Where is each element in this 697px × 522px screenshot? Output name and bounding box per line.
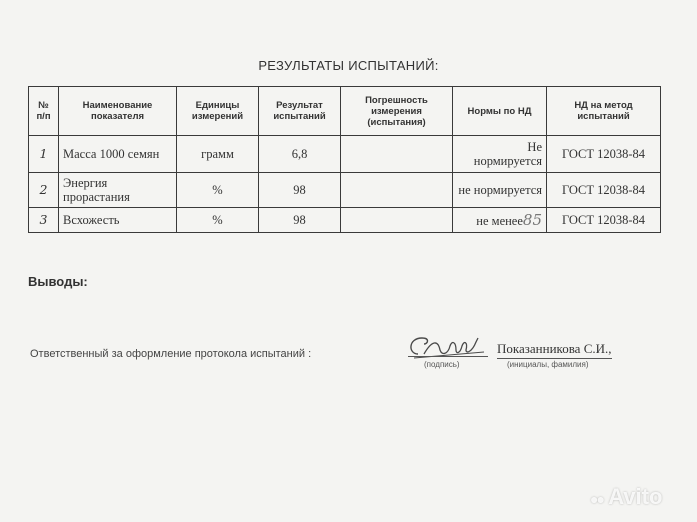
row-norm [453,208,547,233]
row-name: Всхожесть [59,208,177,233]
responsible-label: Ответственный за оформление протокола испытаний : [30,348,312,360]
row-unit: % [177,173,259,208]
row-num: 3 [29,208,59,233]
row-result: 98 [259,208,341,233]
document-title: РЕЗУЛЬТАТЫ ИСПЫТАНИЙ: [258,58,439,73]
row-method: ГОСТ 12038-84 [547,136,661,173]
row-unit: % [177,208,259,233]
row-norm: Не нормируется [453,136,547,173]
results-table [28,86,661,233]
row-num: 1 [29,136,59,173]
conclusions-label: Выводы: [28,274,88,289]
watermark-text: Avito [608,484,663,509]
row-result: 98 [259,173,341,208]
avito-watermark [590,484,662,510]
header-result: Результат испытаний [259,87,341,136]
row-name: Масса 1000 семян [59,136,177,173]
row-norm: не нормируется [453,173,547,208]
row-error [341,208,453,233]
header-num: № п/п [29,87,59,136]
row-norm-handwritten: 85 [522,210,542,229]
row-unit: грамм [177,136,259,173]
table-row [29,173,661,208]
table-header-row [29,87,661,136]
avito-dots-icon: ●● [590,491,603,507]
signature-caption: (подпись) [424,360,460,369]
table-row [29,136,661,173]
header-unit: Единицы измерений [177,87,259,136]
name-caption: (инициалы, фамилия) [507,360,589,369]
signature-line [408,356,488,357]
row-method: ГОСТ 12038-84 [547,173,661,208]
row-error [341,173,453,208]
header-norm: Нормы по НД [453,87,547,136]
row-error [341,136,453,173]
row-method: ГОСТ 12038-84 [547,208,661,233]
row-name: Энергия прорастания [59,173,177,208]
responsible-name: Показанникова С.И., [497,341,612,359]
header-method: НД на метод испытаний [547,87,661,136]
row-num: 2 [29,173,59,208]
row-result: 6,8 [259,136,341,173]
row-norm-text: не менее [476,213,523,228]
header-error: Погрешность измерения (испытания) [341,87,453,136]
table-row [29,208,661,233]
header-name: Наименование показателя [59,87,177,136]
